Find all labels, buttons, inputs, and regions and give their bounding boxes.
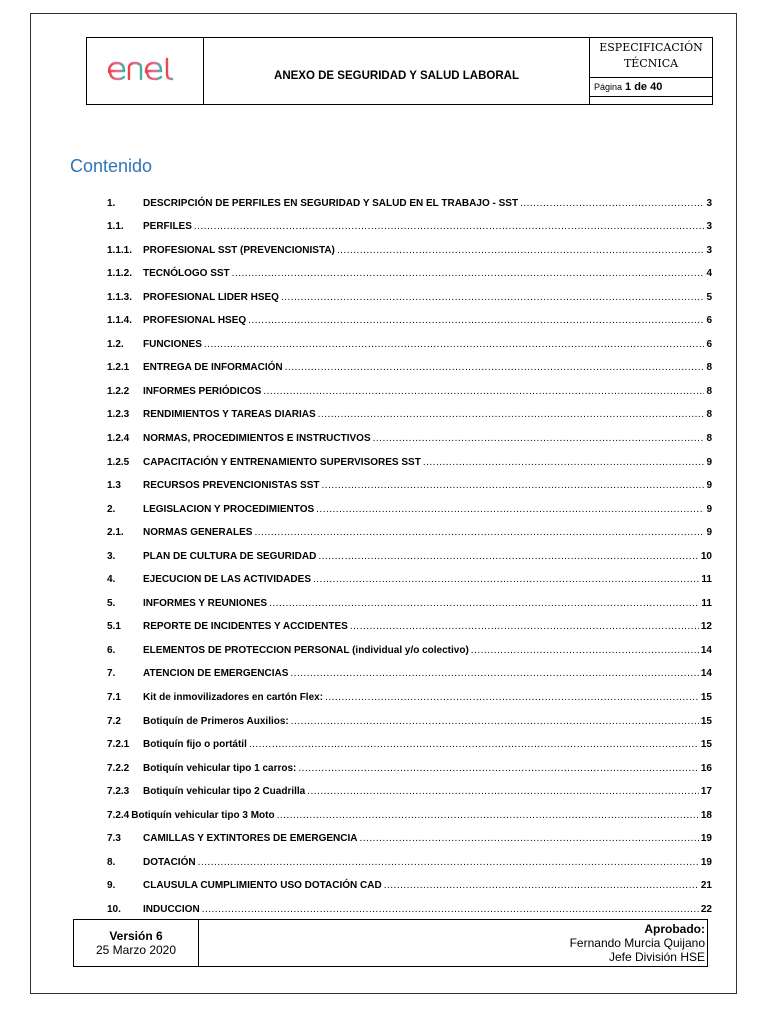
toc-entry-title: ENTREGA DE INFORMACIÓN bbox=[143, 362, 283, 374]
toc-entry[interactable] bbox=[107, 563, 712, 587]
toc-dot-leader bbox=[291, 716, 699, 728]
toc-entry-number: 1.1.3. bbox=[107, 291, 133, 303]
toc-entry-title: ELEMENTOS DE PROTECCION PERSONAL (individual y/o colectivo) bbox=[143, 644, 469, 656]
toc-entry-number: 1. bbox=[107, 197, 116, 209]
page-indicator bbox=[590, 78, 712, 96]
toc-entry-title: Botiquín de Primeros Auxilios: bbox=[143, 715, 289, 727]
toc-entry-number: 1.2. bbox=[107, 338, 124, 350]
toc-dot-leader bbox=[298, 763, 699, 775]
toc-entry-title: Botiquín vehicular tipo 3 Moto bbox=[131, 809, 275, 821]
toc-entry-number: 8. bbox=[107, 856, 116, 868]
toc-entry[interactable] bbox=[107, 351, 712, 375]
toc-entry[interactable] bbox=[107, 751, 712, 775]
approved-label: Aprobado: bbox=[644, 922, 705, 936]
toc-dot-leader bbox=[281, 292, 704, 304]
toc-entry-number: 7.2.1 bbox=[107, 739, 130, 751]
toc-dot-leader bbox=[248, 315, 704, 327]
toc-entry-number: 5.1 bbox=[107, 621, 121, 633]
header-spec-block bbox=[589, 38, 712, 104]
toc-heading: Contenido bbox=[70, 156, 153, 176]
toc-dot-leader bbox=[316, 504, 704, 516]
toc-entry[interactable] bbox=[107, 469, 712, 493]
document-title: ANEXO DE SEGURIDAD Y SALUD LABORAL bbox=[274, 70, 519, 82]
toc-entry[interactable] bbox=[107, 869, 712, 893]
toc-entry-title: Botiquín vehicular tipo 2 Cuadrilla bbox=[143, 786, 306, 798]
toc-entry-page: 17 bbox=[700, 786, 712, 798]
toc-entry[interactable] bbox=[107, 633, 712, 657]
toc-entry[interactable] bbox=[107, 280, 712, 304]
toc-entry-number: 6. bbox=[107, 644, 116, 656]
toc-entry-page: 8 bbox=[706, 362, 712, 374]
enel-logo bbox=[87, 38, 204, 104]
enel-logo-mark bbox=[105, 56, 185, 86]
toc-entry-title: DESCRIPCIÓN DE PERFILES EN SEGURIDAD Y SALUD EN EL TRABAJO - SST bbox=[143, 197, 519, 209]
toc-dot-leader bbox=[384, 880, 699, 892]
toc-dot-leader bbox=[359, 833, 698, 845]
toc-entry-page: 8 bbox=[706, 385, 712, 397]
toc-entry-title: RENDIMIENTOS Y TAREAS DIARIAS bbox=[143, 409, 316, 421]
toc-entry-title: INFORMES Y REUNIONES bbox=[143, 597, 268, 609]
toc-entry-page: 9 bbox=[706, 527, 712, 539]
toc-dot-leader bbox=[254, 527, 704, 539]
toc-entry[interactable] bbox=[107, 492, 712, 516]
toc-entry-number: 1.2.5 bbox=[107, 456, 130, 468]
toc-entry-page: 22 bbox=[700, 903, 712, 915]
toc-dot-leader bbox=[318, 409, 705, 421]
version-cell bbox=[74, 920, 199, 966]
toc-entry-page: 11 bbox=[701, 574, 712, 586]
toc-entry-number: 1.2.4 bbox=[107, 433, 130, 445]
toc-entry[interactable] bbox=[107, 775, 712, 799]
toc-entry-title: PERFILES bbox=[143, 221, 192, 233]
version-date: 25 Marzo 2020 bbox=[95, 943, 177, 957]
toc-entry-page: 12 bbox=[700, 621, 712, 633]
toc-entry[interactable] bbox=[107, 516, 712, 540]
toc-entry-page: 14 bbox=[700, 644, 712, 656]
toc-entry-number: 2.1. bbox=[107, 527, 124, 539]
toc-entry-number: 2. bbox=[107, 503, 116, 515]
toc-entry-page: 15 bbox=[700, 715, 712, 727]
toc-entry-title: REPORTE DE INCIDENTES Y ACCIDENTES bbox=[143, 621, 348, 633]
toc-entry-title: CAMILLAS Y EXTINTORES DE EMERGENCIA bbox=[143, 833, 358, 845]
toc-entry[interactable] bbox=[107, 680, 712, 704]
document-header bbox=[86, 37, 713, 105]
toc-entry-number: 1.1.2. bbox=[107, 268, 133, 280]
toc-entry-page: 5 bbox=[706, 291, 712, 303]
toc-dot-leader bbox=[373, 433, 705, 445]
toc-entry[interactable] bbox=[107, 210, 712, 234]
toc-entry-number: 1.1. bbox=[107, 221, 124, 233]
approval-cell bbox=[199, 920, 707, 966]
toc-entry-title: TECNÓLOGO SST bbox=[143, 268, 230, 280]
toc-dot-leader bbox=[313, 574, 699, 586]
toc-dot-leader bbox=[194, 221, 705, 233]
toc-entry[interactable] bbox=[107, 257, 712, 281]
toc-entry-number: 1.2.3 bbox=[107, 409, 130, 421]
toc-entry-number: 5. bbox=[107, 597, 116, 609]
toc-entry-title: INDUCCION bbox=[143, 903, 200, 915]
toc-entry-number: 1.2.1 bbox=[107, 362, 130, 374]
toc-entry-title: PROFESIONAL LIDER HSEQ bbox=[143, 291, 279, 303]
toc-entry-title: Botiquín vehicular tipo 1 carros: bbox=[143, 762, 297, 774]
toc-entry[interactable] bbox=[107, 610, 712, 634]
toc-dot-leader bbox=[350, 621, 699, 633]
toc-dot-leader bbox=[325, 692, 699, 704]
toc-entry[interactable] bbox=[107, 186, 712, 210]
toc-entry[interactable] bbox=[107, 657, 712, 681]
toc-entry-page: 3 bbox=[706, 197, 712, 209]
toc-entry[interactable] bbox=[107, 233, 712, 257]
toc-entry-number: 9. bbox=[107, 880, 116, 892]
toc-entry-title: PROFESIONAL HSEQ bbox=[143, 315, 247, 327]
toc-entry-number: 7.2 bbox=[107, 715, 121, 727]
toc-dot-leader bbox=[290, 668, 698, 680]
toc-entry[interactable] bbox=[107, 845, 712, 869]
toc-entry-title: Kit de inmovilizadores en cartón Flex: bbox=[143, 692, 324, 704]
toc-entry[interactable] bbox=[107, 798, 712, 822]
toc-dot-leader bbox=[322, 480, 705, 492]
toc-dot-leader bbox=[249, 739, 699, 751]
toc-entry-number: 7.2.3 bbox=[107, 786, 130, 798]
table-of-contents bbox=[107, 186, 712, 916]
toc-entry-number: 1.1.1. bbox=[107, 244, 133, 256]
toc-entry-title: PLAN DE CULTURA DE SEGURIDAD bbox=[143, 550, 317, 562]
toc-entry-page: 8 bbox=[706, 433, 712, 445]
toc-entry-number: 7.3 bbox=[107, 833, 121, 845]
toc-entry[interactable] bbox=[107, 445, 712, 469]
toc-entry-title: Botiquín fijo o portátil bbox=[143, 739, 247, 751]
toc-entry[interactable] bbox=[107, 728, 712, 752]
toc-entry-title: LEGISLACION Y PROCEDIMIENTOS bbox=[143, 503, 315, 515]
toc-entry-title: NORMAS GENERALES bbox=[143, 527, 253, 539]
version-label: Versión 6 bbox=[109, 929, 163, 943]
toc-entry-title: CAPACITACIÓN Y ENTRENAMIENTO SUPERVISORES SST bbox=[143, 456, 421, 468]
toc-dot-leader bbox=[202, 904, 699, 916]
toc-entry-page: 6 bbox=[706, 315, 712, 327]
toc-dot-leader bbox=[232, 268, 705, 280]
toc-dot-leader bbox=[204, 339, 705, 351]
toc-dot-leader bbox=[307, 786, 699, 798]
toc-dot-leader bbox=[423, 457, 705, 469]
toc-entry-page: 6 bbox=[706, 338, 712, 350]
toc-entry[interactable] bbox=[107, 892, 712, 916]
toc-entry-page: 9 bbox=[706, 456, 712, 468]
toc-entry-number: 4. bbox=[107, 574, 116, 586]
toc-entry-page: 14 bbox=[700, 668, 712, 680]
toc-entry-number: 10. bbox=[107, 903, 121, 915]
toc-entry[interactable] bbox=[107, 822, 712, 846]
toc-entry[interactable] bbox=[107, 327, 712, 351]
toc-dot-leader bbox=[520, 198, 704, 210]
toc-entry-page: 15 bbox=[700, 739, 712, 751]
toc-dot-leader bbox=[263, 386, 704, 398]
toc-entry-page: 21 bbox=[700, 880, 712, 892]
toc-entry-page: 9 bbox=[706, 480, 712, 492]
page-label: Página bbox=[594, 82, 623, 92]
toc-entry-title: INFORMES PERIÓDICOS bbox=[143, 385, 262, 397]
toc-entry-number: 3. bbox=[107, 550, 116, 562]
toc-entry-title: CLAUSULA CUMPLIMIENTO USO DOTACIÓN CAD bbox=[143, 880, 382, 892]
toc-entry-page: 4 bbox=[706, 268, 712, 280]
toc-dot-leader bbox=[198, 857, 699, 869]
document-footer bbox=[73, 919, 708, 967]
toc-entry[interactable] bbox=[107, 374, 712, 398]
toc-entry-title: EJECUCION DE LAS ACTIVIDADES bbox=[143, 574, 311, 586]
toc-entry-number: 1.1.4. bbox=[107, 315, 133, 327]
toc-entry-page: 15 bbox=[700, 692, 712, 704]
toc-entry[interactable] bbox=[107, 586, 712, 610]
toc-entry-title: FUNCIONES bbox=[143, 338, 202, 350]
toc-dot-leader bbox=[277, 810, 699, 822]
spec-line-1: ESPECIFICACIÓN bbox=[599, 41, 703, 54]
spec-label bbox=[590, 38, 712, 78]
toc-entry-page: 3 bbox=[706, 244, 712, 256]
toc-entry-page: 18 bbox=[700, 809, 712, 821]
toc-entry[interactable] bbox=[107, 421, 712, 445]
toc-entry-page: 19 bbox=[700, 856, 712, 868]
toc-entry[interactable] bbox=[107, 304, 712, 328]
toc-entry-number: 7.1 bbox=[107, 692, 121, 704]
toc-dot-leader bbox=[318, 551, 699, 563]
toc-entry-page: 16 bbox=[700, 762, 712, 774]
toc-entry-number: 7.2.2 bbox=[107, 762, 130, 774]
toc-entry-title: ATENCION DE EMERGENCIAS bbox=[143, 668, 289, 680]
toc-entry[interactable] bbox=[107, 704, 712, 728]
toc-entry-title: PROFESIONAL SST (PREVENCIONISTA) bbox=[143, 244, 335, 256]
toc-entry-page: 19 bbox=[700, 833, 712, 845]
toc-entry-page: 9 bbox=[706, 503, 712, 515]
spec-line-2: TÉCNICA bbox=[623, 57, 679, 70]
toc-dot-leader bbox=[337, 245, 705, 257]
toc-entry-page: 10 bbox=[700, 550, 712, 562]
toc-dot-leader bbox=[471, 645, 699, 657]
toc-entry-number: 1.2.2 bbox=[107, 385, 130, 397]
toc-dot-leader bbox=[285, 362, 705, 374]
toc-dot-leader bbox=[269, 598, 699, 610]
approver-role: Jefe División HSE bbox=[608, 950, 705, 964]
approver-name: Fernando Murcia Quijano bbox=[569, 936, 705, 950]
toc-entry-number: 7. bbox=[107, 668, 116, 680]
toc-entry-title: DOTACIÓN bbox=[143, 856, 196, 868]
toc-entry-number: 7.2.4 bbox=[107, 809, 130, 821]
page-value: 1 de 40 bbox=[625, 81, 663, 93]
toc-entry-title: NORMAS, PROCEDIMIENTOS E INSTRUCTIVOS bbox=[143, 433, 371, 445]
toc-entry[interactable] bbox=[107, 398, 712, 422]
toc-entry-page: 11 bbox=[701, 597, 712, 609]
toc-entry-title: RECURSOS PREVENCIONISTAS SST bbox=[143, 480, 320, 492]
toc-entry-page: 3 bbox=[706, 221, 712, 233]
toc-entry[interactable] bbox=[107, 539, 712, 563]
header-blank-cell bbox=[590, 96, 712, 104]
toc-entry-page: 8 bbox=[706, 409, 712, 421]
toc-entry-number: 1.3 bbox=[107, 480, 121, 492]
